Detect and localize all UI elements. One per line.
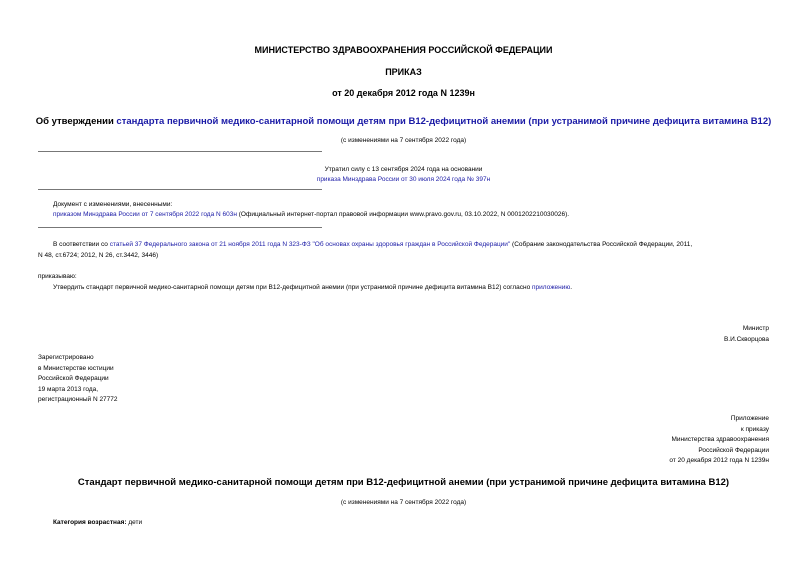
appendix-block: [669, 414, 769, 467]
signature-name: В.И.Скворцова: [723, 336, 769, 343]
approve-paragraph: [53, 282, 773, 293]
appendix-line: Приложение: [730, 415, 769, 422]
age-category-label: Категория возрастная:: [53, 519, 127, 526]
approve-end: .: [570, 284, 573, 291]
amended-note: (с изменениями на 7 сентября 2022 года): [340, 137, 467, 144]
doc-date-number: от 20 декабря 2012 года N 1239н: [332, 88, 475, 98]
registration-line: регистрационный N 27772: [38, 396, 118, 403]
changes-line: [53, 209, 773, 220]
registration-line: 19 марта 2013 года,: [38, 385, 99, 393]
document-title: [0, 116, 807, 127]
divider-3: [38, 227, 322, 228]
standard-amended-note: (с изменениями на 7 сентября 2022 года): [340, 499, 467, 506]
title-standard-link[interactable]: стандарта первичной медико-санитарной помощи детям при В12-дефицитной анемии (при устранимой причине дефицита витамина В12): [116, 116, 772, 127]
divider-1: [38, 151, 322, 152]
changes-publication: (Официальный интернет-портал правовой информации www.pravo.gov.ru, 03.10.2022, N 0001202210030026).: [236, 211, 570, 218]
age-category-value: дети: [126, 519, 143, 526]
order-word: приказываю:: [38, 273, 77, 280]
divider-2: [38, 189, 322, 190]
standard-title: Стандарт первичной медико-санитарной помощи детям при В12-дефицитной анемии (при устранимой причине дефицита витамина В12): [77, 477, 730, 488]
registration-block: [38, 353, 118, 406]
appendix-line: Российской Федерации: [698, 446, 769, 454]
registration-line: Российской Федерации: [38, 375, 109, 382]
ministry-heading: МИНИСТЕРСТВО ЗДРАВООХРАНЕНИЯ РОССИЙСКОЙ ФЕДЕРАЦИИ: [254, 45, 553, 55]
changes-label: Документ с изменениями, внесенными:: [53, 201, 173, 208]
federal-law-link[interactable]: статьей 37 Федерального закона от 21 ноября 2011 года N 323-ФЗ "Об основах охраны здоровья граждан в Российской Федерации": [109, 241, 511, 248]
changes-order-link[interactable]: приказом Минздрава России от 7 сентября 2022 года N 603н: [53, 211, 237, 218]
preamble-line-2: N 48, ст.6724; 2012, N 26, ст.3442, 3446): [38, 252, 159, 259]
appendix-line: к приказу: [740, 425, 769, 433]
appendix-link[interactable]: приложению: [532, 284, 571, 291]
expired-note: Утратил силу с 13 сентября 2024 года на основании: [324, 166, 483, 173]
title-prefix: Об утверждении: [35, 116, 117, 127]
signature-role: Министр: [742, 325, 769, 332]
preamble-line-1: [53, 239, 773, 250]
registration-line: Зарегистрировано: [38, 354, 94, 361]
expired-order-link[interactable]: приказа Минздрава России от 30 июля 2024 года № 397н: [316, 176, 491, 183]
preamble-source: (Собрание законодательства Российской Федерации, 2011,: [510, 241, 693, 248]
appendix-line: от 20 декабря 2012 года N 1239н: [669, 457, 769, 464]
preamble-start: В соответствии со: [53, 241, 110, 248]
approve-text: Утвердить стандарт первичной медико-санитарной помощи детям при В12-дефицитной анемии (при устранимой причине дефицита витамина В12) согласно: [53, 284, 533, 291]
registration-line: в Министерстве юстиции: [38, 364, 114, 372]
age-category: [53, 517, 142, 528]
appendix-line: Министерства здравоохранения: [671, 436, 769, 443]
doc-type-heading: ПРИКАЗ: [385, 67, 422, 77]
